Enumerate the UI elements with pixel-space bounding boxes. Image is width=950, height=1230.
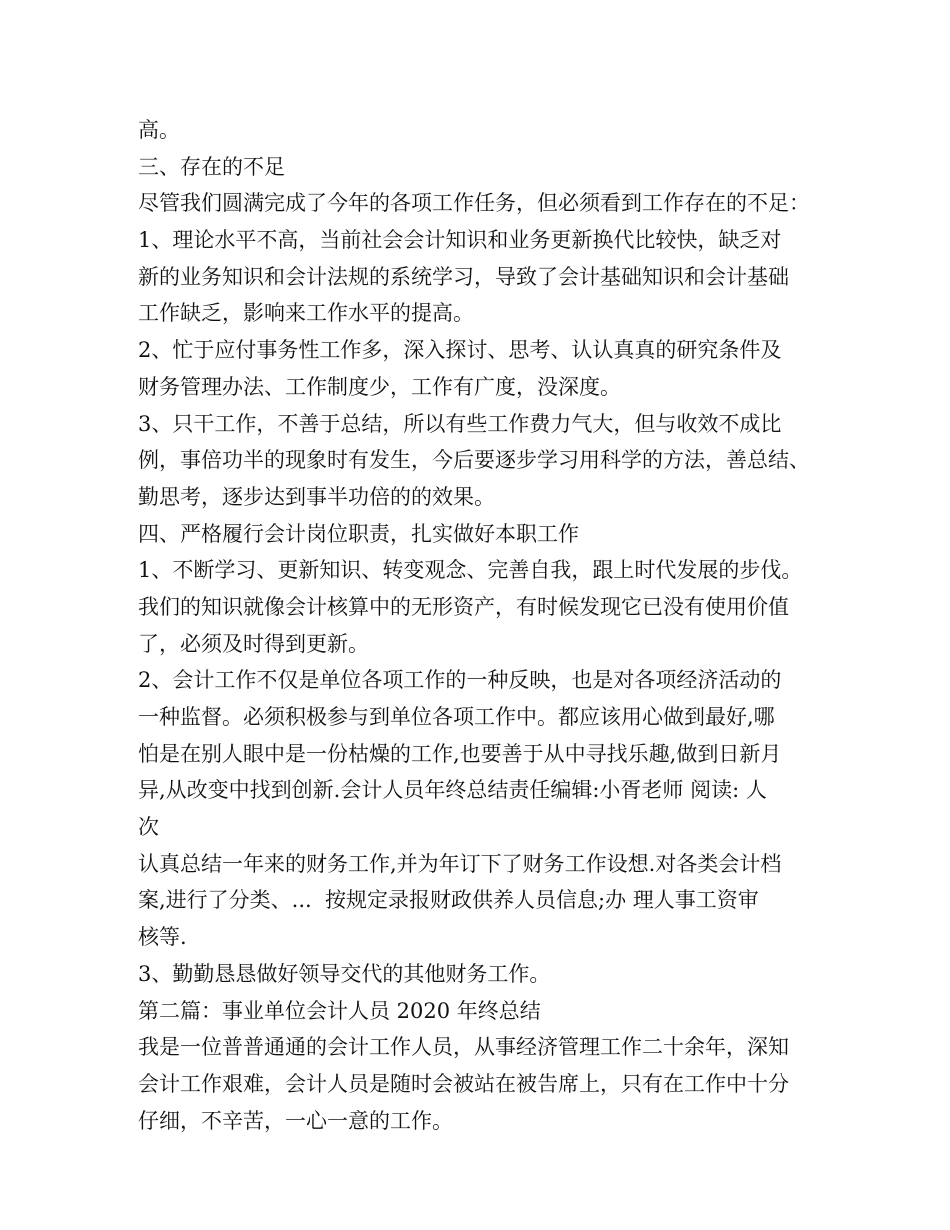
text-line: 新的业务知识和会计法规的系统学习，导致了会计基础知识和会计基础 <box>138 264 789 289</box>
section-heading: 第二篇：事业单位会计人员 2020 年终总结 <box>138 998 541 1023</box>
text-line: 尽管我们圆满完成了今年的各项工作任务，但必须看到工作存在的不足： <box>138 191 810 216</box>
text-line: 高。 <box>138 118 180 142</box>
text-line: 怕是在别人眼中是一份枯燥的工作,也要善于从中寻找乐趣,做到日新月 <box>138 741 782 766</box>
section-heading: 四、严格履行会计岗位职责，扎实做好本职工作 <box>138 521 579 546</box>
text-line: 异,从改变中找到创新.会计人员年终总结责任编辑:小胥老师 阅读: 人 <box>138 778 767 803</box>
text-line: 我们的知识就像会计核算中的无形资产，有时候发现它已没有使用价值 <box>138 594 789 619</box>
text-line: 认真总结一年来的财务工作,并为年订下了财务工作设想.对各类会计档 <box>138 851 782 876</box>
text-line: 3、只干工作，不善于总结，所以有些工作费力气大，但与收效不成比 <box>138 411 782 436</box>
text-line: 财务管理办法、工作制度少，工作有广度，没深度。 <box>138 374 621 399</box>
text-line: 3、勤勤恳恳做好领导交代的其他财务工作。 <box>138 961 551 986</box>
text-line: 核等. <box>138 925 187 950</box>
text-line: 案,进行了分类、... 按规定录报财政供养人员信息;办 理人事工资审 <box>138 888 759 913</box>
text-line: 2、忙于应付事务性工作多，深入探讨、思考、认认真真的研究条件及 <box>138 338 782 363</box>
text-line: 了，必须及时得到更新。 <box>138 631 369 656</box>
text-line: 勤思考，逐步达到事半功倍的的效果。 <box>138 484 495 509</box>
text-line: 工作缺乏，影响来工作水平的提高。 <box>138 301 474 326</box>
text-line: 我是一位普普通通的会计工作人员，从事经济管理工作二十余年，深知 <box>138 1035 789 1060</box>
text-line: 会计工作艰难，会计人员是随时会被站在被告席上，只有在工作中十分 <box>138 1071 789 1096</box>
text-line: 例，事倍功半的现象时有发生，今后要逐步学习用科学的方法，善总结、 <box>138 448 810 473</box>
text-line: 仔细，不辛苦，一心一意的工作。 <box>138 1108 453 1133</box>
document-body <box>138 112 838 1139</box>
text-line: 1、不断学习、更新知识、转变观念、完善自我，跟上时代发展的步伐。 <box>138 558 803 583</box>
text-line: 一种监督。必须积极参与到单位各项工作中。都应该用心做到最好,哪 <box>138 705 775 729</box>
text-line: 1、理论水平不高，当前社会会计知识和业务更新换代比较快，缺乏对 <box>138 228 782 253</box>
text-line: 2、会计工作不仅是单位各项工作的一种反映，也是对各项经济活动的 <box>138 668 782 693</box>
section-heading: 三、存在的不足 <box>138 154 285 179</box>
text-line: 次 <box>138 815 159 840</box>
